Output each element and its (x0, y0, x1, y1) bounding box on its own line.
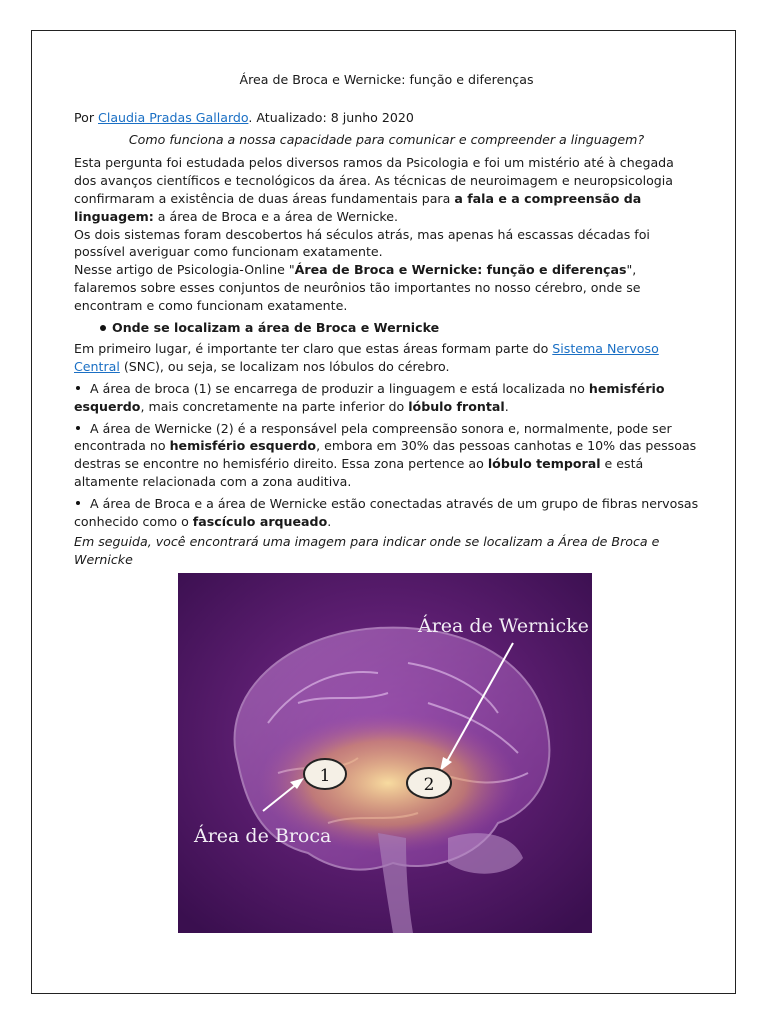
bullet-dot-icon (76, 501, 80, 505)
bullet-text: A área de broca (1) se encarrega de produzir a linguagem e está localizada no (90, 380, 589, 396)
bullet-text: e está altamente relacionada com a zona auditiva. (74, 456, 644, 489)
bullet-item (74, 380, 699, 416)
bullet-bold-text: fascículo arqueado (192, 513, 328, 529)
author-link[interactable]: Claudia Pradas Gallardo (98, 109, 249, 125)
document-page (31, 30, 736, 994)
article-title-bold: Área de Broca e Wernicke: função e diferenças (294, 262, 627, 278)
intro-bold: a fala e a compreensão da linguagem: (74, 190, 642, 224)
bullet-text: A área de Wernicke (2) é a responsável pela compreensão sonora e, normalmente, pode ser encontrada no (74, 420, 672, 454)
byline-prefix: Por (74, 109, 99, 125)
bullet-text: A área de Broca e a área de Wernicke estão conectadas através de um grupo de fibras nervosas conhecido como o (74, 495, 699, 529)
bullet-dot-icon (76, 386, 80, 390)
broca-label: Área de Broca (194, 825, 332, 847)
bullet-dot-icon (100, 325, 106, 331)
section-heading-text: Onde se localizam a área de Broca e Wernicke (112, 319, 440, 335)
intro-text: Esta pergunta foi estudada pelos diversos ramos da Psicologia e foi um mistério até à chegada dos avanços científicos e tecnológicos da área. As técnicas de neuroimagem e neuropsicologia confirmaram a existência de duas áreas fundamentais para (74, 155, 674, 206)
intro-paragraph-1 (74, 154, 699, 225)
sistema-nervoso-link[interactable]: Sistema Nervoso Central (74, 341, 659, 375)
byline-date: . Atualizado: 8 junho 2020 (248, 109, 414, 125)
location-text: Em primeiro lugar, é importante ter claro que estas áreas formam parte do (74, 341, 553, 357)
brain-figure (178, 573, 592, 933)
wernicke-label: Área de Wernicke (418, 615, 589, 637)
bullet-text: , mais concretamente na parte inferior do (140, 398, 409, 414)
bullet-item (74, 420, 699, 491)
location-text-end: (SNC), ou seja, se localizam nos lóbulos do cérebro. (119, 359, 450, 375)
marker-1-label: 1 (319, 766, 331, 786)
intro-paragraph-2: Os dois sistemas foram descobertos há séculos atrás, mas apenas há escassas décadas foi possível averiguar como funcionam exatamente. (74, 226, 650, 260)
lead-question: Como funciona a nossa capacidade para comunicar e compreender a linguagem? (128, 131, 645, 147)
bullet-bold-text: hemisfério esquerdo (169, 438, 317, 454)
bullet-bold-text: lóbulo frontal (408, 398, 505, 414)
figure-caption: Em seguida, você encontrará uma imagem para indicar onde se localizam a Área de Broca e Wernicke (74, 534, 660, 568)
intro-paragraph-3 (74, 261, 699, 314)
bullet-dot-icon (76, 426, 80, 430)
section-heading (74, 319, 699, 337)
bullet-bold-text: hemisfério esquerdo (74, 380, 665, 414)
bullet-list (74, 380, 699, 530)
intro-p3-text-end: ", falaremos sobre esses conjuntos de neurônios tão importantes no nosso cérebro, onde se encontram e como funcionam exatamente. (74, 262, 641, 313)
bullet-text: . (327, 513, 332, 529)
bullet-text: , embora em 30% das pessoas canhotas e 10% das pessoas destras se encontre no hemisfério direito. Essa zona pertence ao (74, 438, 697, 472)
intro-text-end: a área de Broca e a área de Wernicke. (153, 208, 398, 224)
bullet-bold-text: lóbulo temporal (487, 456, 601, 472)
page-title: Área de Broca e Wernicke: função e diferenças (239, 72, 534, 87)
location-paragraph (74, 340, 699, 376)
bullet-text: . (504, 398, 509, 414)
marker-2-label: 2 (423, 775, 435, 795)
document-content (74, 71, 699, 569)
bullet-item (74, 495, 699, 531)
byline (74, 109, 699, 127)
intro-p3-text: Nesse artigo de Psicologia-Online " (74, 262, 295, 278)
